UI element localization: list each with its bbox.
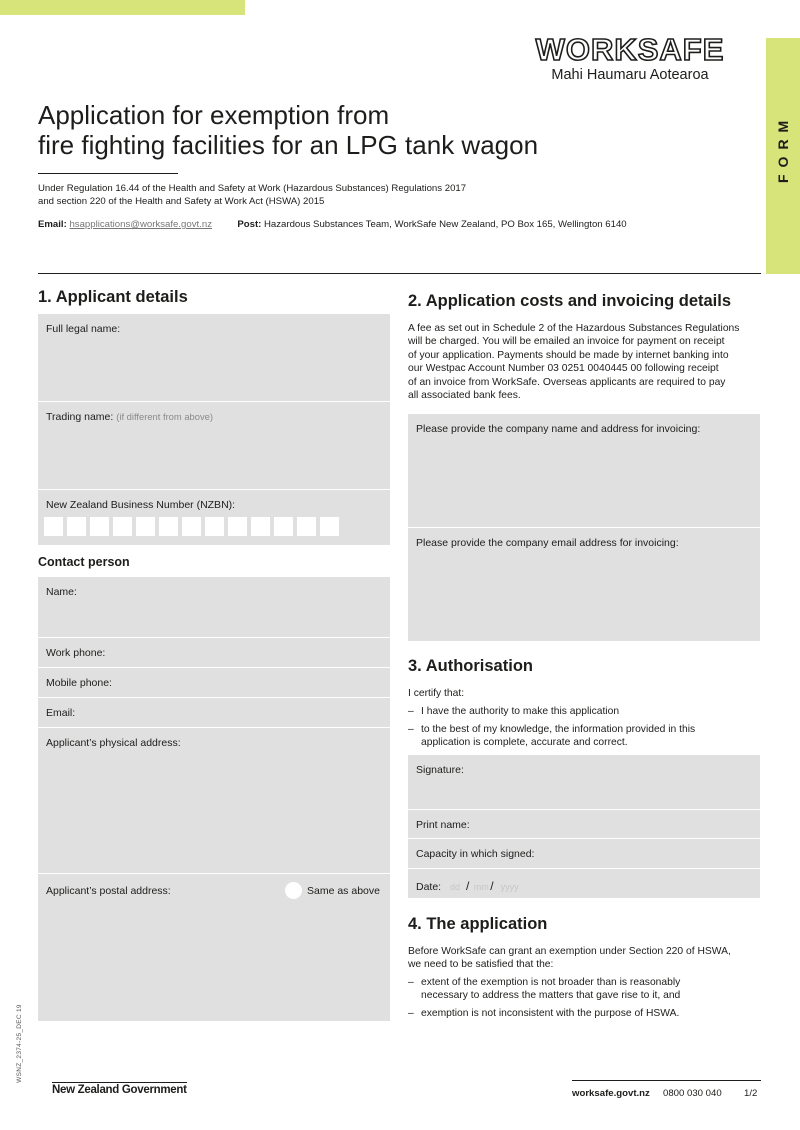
- title-line-2: fire fighting facilities for an LPG tank wagon: [38, 130, 539, 160]
- application-item-2-text: exemption is not inconsistent with the purpose of HSWA.: [421, 1008, 680, 1019]
- same-as-above-label: Same as above: [307, 885, 380, 897]
- regulation-line-1: Under Regulation 16.44 of the Health and Safety at Work (Hazardous Substances) Regulations 2017: [38, 183, 467, 194]
- nzbn-digit-box[interactable]: [182, 517, 201, 536]
- title-divider: [38, 173, 178, 174]
- mobile-phone-field[interactable]: [38, 668, 390, 698]
- date-year-placeholder[interactable]: yyyy: [500, 882, 519, 892]
- postal-address-label: Applicant’s postal address:: [46, 885, 171, 897]
- top-accent-bar: [0, 0, 245, 15]
- form-code: WSNZ_2374-25_DEC 19: [15, 1004, 23, 1083]
- date-field[interactable]: [408, 869, 760, 899]
- contact-name-label: Name:: [46, 586, 77, 598]
- invoicing-info-line: of your application. Payments should be made by internet banking into: [408, 349, 729, 361]
- contact-person-heading: Contact person: [38, 555, 130, 569]
- full-legal-name-field[interactable]: [38, 314, 390, 402]
- page-title: [38, 100, 718, 160]
- section-4-heading: 4. The application: [408, 915, 548, 933]
- regulation-line-2: and section 220 of the Health and Safety at Work Act (HSWA) 2015: [38, 195, 325, 207]
- section-2-heading: 2. Application costs and invoicing details: [408, 292, 732, 310]
- nzbn-digit-box[interactable]: [159, 517, 178, 536]
- print-name-field[interactable]: [408, 810, 760, 839]
- same-as-above-radio[interactable]: [285, 882, 302, 899]
- email-label: Email:: [38, 219, 67, 230]
- invoice-address-field[interactable]: [408, 414, 760, 528]
- postal-address-field[interactable]: [38, 874, 390, 1022]
- footer-divider: [572, 1080, 761, 1081]
- footer-website[interactable]: worksafe.govt.nz: [572, 1088, 650, 1099]
- regulation-reference: [38, 183, 598, 208]
- certify-item-1-text: I have the authority to make this application: [421, 706, 620, 717]
- nzbn-digit-box[interactable]: [44, 517, 63, 536]
- invoice-address-label: Please provide the company name and address for invoicing:: [416, 423, 701, 435]
- nzbn-digit-box[interactable]: [113, 517, 132, 536]
- nzbn-digit-box[interactable]: [297, 517, 316, 536]
- footer-phone: 0800 030 040: [663, 1088, 722, 1099]
- nzbn-digit-box[interactable]: [251, 517, 270, 536]
- invoicing-info-line: will be charged. You will be emailed an invoice for payment on receipt: [408, 336, 725, 348]
- worksafe-logo: [520, 34, 740, 83]
- invoicing-info-line: A fee as set out in Schedule 2 of the Hazardous Substances Regulations: [408, 323, 740, 334]
- title-line-1: Application for exemption from: [38, 100, 390, 130]
- application-item-1-line-2: necessary to address the matters that gave rise to it, and: [421, 990, 681, 1002]
- contact-email-field[interactable]: [38, 698, 390, 728]
- work-phone-label: Work phone:: [46, 647, 106, 659]
- invoice-email-label: Please provide the company email address for invoicing:: [416, 537, 679, 549]
- date-month-placeholder[interactable]: mm: [473, 882, 489, 892]
- nzbn-digit-boxes: [44, 517, 339, 536]
- trading-name-label: [46, 411, 213, 423]
- contact-name-field[interactable]: [38, 577, 390, 638]
- certify-item-2: – to the best of my knowledge, the information provided in this application is complete, accurate and correct.: [408, 724, 696, 749]
- nzbn-digit-box[interactable]: [136, 517, 155, 536]
- post-label: Post:: [237, 219, 262, 230]
- work-phone-field[interactable]: [38, 638, 390, 668]
- logo-tagline: Mahi Haumaru Aotearoa: [551, 67, 709, 83]
- nzbn-digit-box[interactable]: [320, 517, 339, 536]
- contact-email-label: Email:: [46, 707, 76, 719]
- capacity-label: Capacity in which signed:: [416, 848, 535, 860]
- nz-government-logo: New Zealand Government: [52, 1084, 187, 1096]
- invoicing-info: [408, 322, 763, 402]
- invoicing-info-line: of an invoice from WorkSafe. Overseas applicants are required to pay: [408, 376, 726, 388]
- signature-field[interactable]: [408, 755, 760, 810]
- nzbn-digit-box[interactable]: [274, 517, 293, 536]
- date-entry: Date: dd / mm / yyyy: [416, 879, 523, 893]
- section-1-heading: 1. Applicant details: [38, 288, 188, 306]
- application-item-1: – extent of the exemption is not broader than is reasonably necessary to address the matters that gave rise to it, and: [408, 977, 681, 1002]
- form-tab: [766, 38, 800, 274]
- logo-wordmark: WORKSAFE: [535, 32, 725, 67]
- full-legal-name-label: Full legal name:: [46, 323, 121, 335]
- page-number: 1/2: [744, 1088, 758, 1099]
- date-day-placeholder[interactable]: dd: [450, 882, 461, 892]
- submission-contact: [38, 219, 627, 230]
- trading-name-label-text: Trading name:: [46, 411, 114, 423]
- certify-item-2-line-1: to the best of my knowledge, the information provided in this: [421, 724, 696, 735]
- capacity-field[interactable]: [408, 839, 760, 869]
- invoice-email-field[interactable]: [408, 528, 760, 642]
- print-name-label: Print name:: [416, 819, 470, 831]
- email-link[interactable]: hsapplications@worksafe.govt.nz: [69, 219, 212, 230]
- application-item-2: – exemption is not inconsistent with the purpose of HSWA.: [408, 1008, 680, 1019]
- application-intro-line-2: we need to be satisfied that the:: [408, 959, 554, 971]
- invoicing-info-line: our Westpac Account Number 03 0251 0040445 00 following receipt: [408, 363, 719, 375]
- nzbn-digit-box[interactable]: [205, 517, 224, 536]
- signature-label: Signature:: [416, 764, 464, 776]
- section-3-heading: 3. Authorisation: [408, 657, 533, 675]
- trading-name-field[interactable]: [38, 402, 390, 490]
- nzbn-field: [38, 490, 390, 546]
- mobile-phone-label: Mobile phone:: [46, 677, 112, 689]
- header-divider: [38, 273, 761, 274]
- nzbn-label: New Zealand Business Number (NZBN):: [46, 499, 236, 511]
- trading-name-hint: (if different from above): [116, 411, 213, 422]
- certify-intro: I certify that:: [408, 688, 465, 699]
- physical-address-field[interactable]: [38, 728, 390, 874]
- certify-item-1: – I have the authority to make this application: [408, 706, 620, 717]
- application-intro: [408, 945, 731, 972]
- form-tab-label: FORM: [775, 113, 791, 183]
- physical-address-label: Applicant’s physical address:: [46, 737, 181, 749]
- application-item-1-line-1: extent of the exemption is not broader than is reasonably: [421, 977, 681, 988]
- date-label: Date:: [416, 881, 442, 893]
- post-address: Hazardous Substances Team, WorkSafe New Zealand, PO Box 165, Wellington 6140: [264, 219, 627, 230]
- invoicing-info-line: all associated bank fees.: [408, 390, 521, 402]
- nzbn-digit-box[interactable]: [67, 517, 86, 536]
- nzbn-digit-box[interactable]: [228, 517, 247, 536]
- nzbn-digit-box[interactable]: [90, 517, 109, 536]
- application-intro-line-1: Before WorkSafe can grant an exemption under Section 220 of HSWA,: [408, 946, 731, 957]
- certify-item-2-line-2: application is complete, accurate and correct.: [421, 737, 628, 749]
